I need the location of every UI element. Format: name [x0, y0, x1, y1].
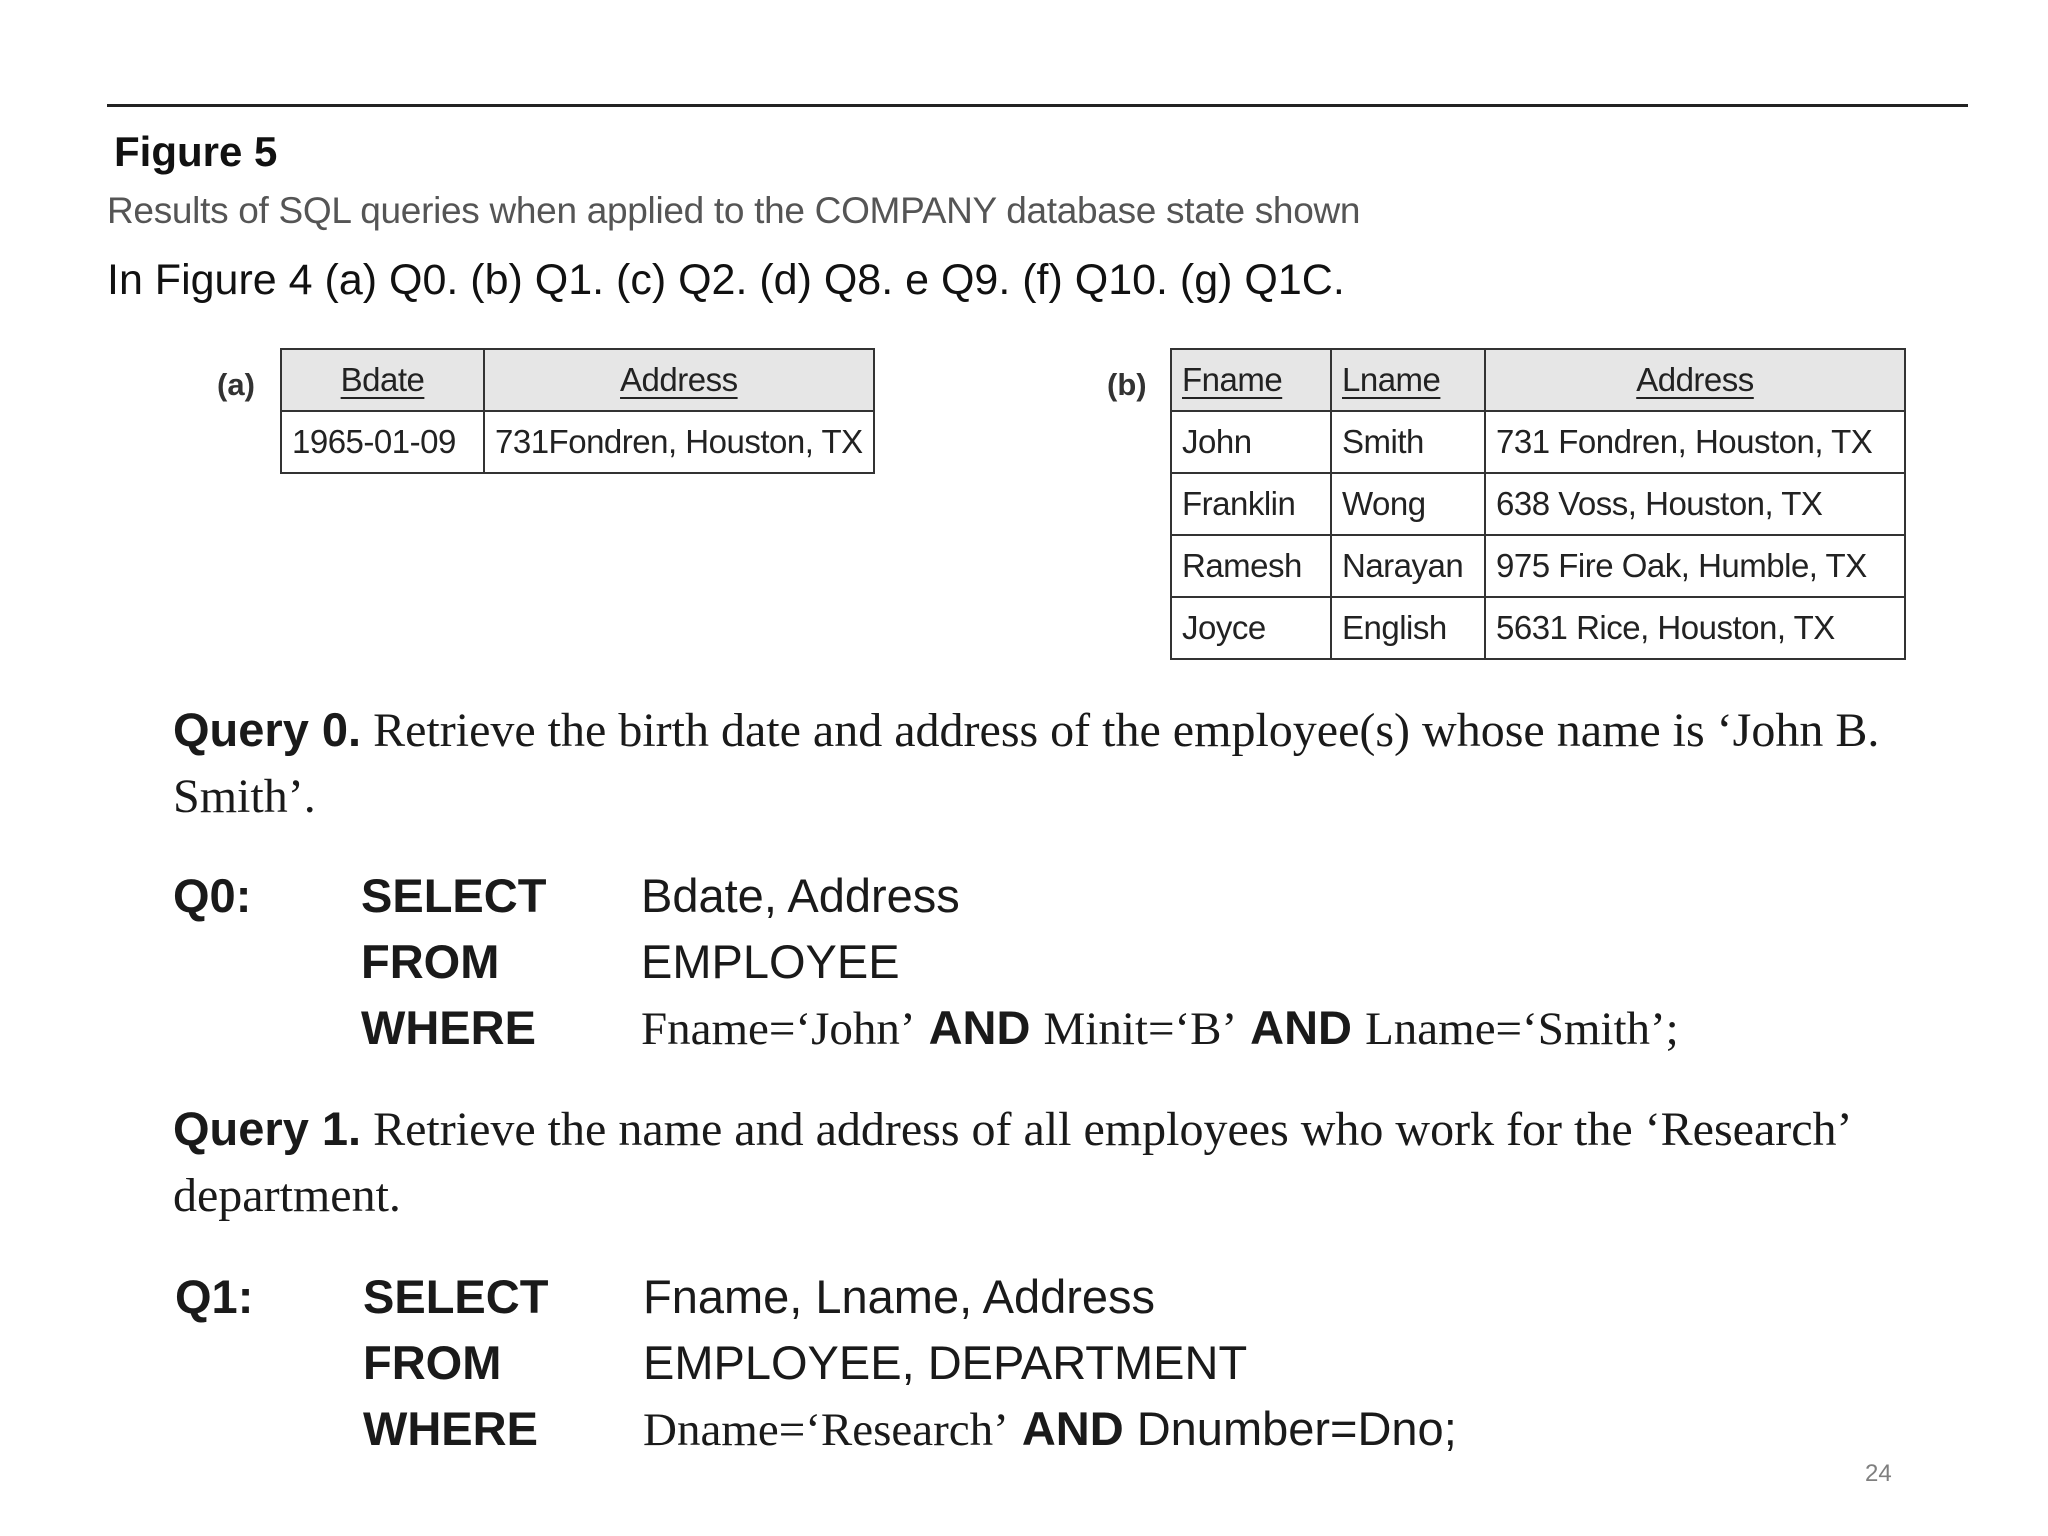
- q1-select-keyword: SELECT: [363, 1270, 549, 1323]
- table-cell: Ramesh: [1171, 535, 1331, 597]
- query1-description-block: [173, 1096, 1903, 1229]
- q1-where-part1: Dname=‘Research’: [643, 1404, 1009, 1456]
- table-cell: Smith: [1331, 411, 1485, 473]
- query1-label: Query 1.: [173, 1102, 362, 1155]
- q1-from-keyword: FROM: [363, 1336, 502, 1389]
- table-cell: 5631 Rice, Houston, TX: [1485, 597, 1905, 659]
- table-a-header: Address: [484, 349, 874, 411]
- table-row: [1171, 411, 1905, 473]
- table-cell: 731Fondren, Houston, TX: [484, 411, 874, 473]
- table-cell: Franklin: [1171, 473, 1331, 535]
- q0-and-keyword: AND: [928, 1001, 1031, 1054]
- q0-from-body: EMPLOYEE: [641, 935, 900, 988]
- table-b-header: Fname: [1171, 349, 1331, 411]
- table-row: [1171, 473, 1905, 535]
- table-cell: 638 Voss, Houston, TX: [1485, 473, 1905, 535]
- q0-where-body: [641, 1000, 1679, 1056]
- q1-where-keyword: WHERE: [363, 1402, 538, 1455]
- table-row: [1171, 597, 1905, 659]
- table-cell: English: [1331, 597, 1485, 659]
- q0-where-part1: Fname=‘John’: [641, 1003, 916, 1055]
- q0-label: Q0:: [173, 869, 252, 922]
- q1-select-body: Fname, Lname, Address: [643, 1270, 1156, 1323]
- query0-label: Query 0.: [173, 703, 362, 756]
- table-cell: John: [1171, 411, 1331, 473]
- table-cell: Joyce: [1171, 597, 1331, 659]
- table-cell: 975 Fire Oak, Humble, TX: [1485, 535, 1905, 597]
- figure-caption: Results of SQL queries when applied to the COMPANY database state shown: [107, 190, 1361, 231]
- table-cell: Wong: [1331, 473, 1485, 535]
- q0-and-keyword: AND: [1250, 1001, 1352, 1054]
- q0-where-keyword: WHERE: [361, 1001, 536, 1054]
- table-b: [1170, 348, 1906, 660]
- q1-where-part2: Dnumber=Dno;: [1136, 1402, 1457, 1455]
- q0-where-part2: Minit=‘B’: [1043, 1003, 1238, 1055]
- table-a-header: Bdate: [281, 349, 484, 411]
- table-row: [281, 411, 874, 473]
- q0-select-keyword: SELECT: [361, 869, 547, 922]
- page-number: 24: [1865, 1460, 1892, 1487]
- query0-description-block: [173, 697, 1903, 830]
- table-b-header: Address: [1485, 349, 1905, 411]
- figure-title: Figure 5: [114, 128, 278, 175]
- q0-select-body: Bdate, Address: [641, 869, 960, 922]
- table-a-header-row: [281, 349, 874, 411]
- top-rule: [107, 104, 1968, 107]
- q1-from-body: EMPLOYEE, DEPARTMENT: [643, 1336, 1248, 1389]
- figure-caption-line2: In Figure 4 (a) Q0. (b) Q1. (c) Q2. (d) Q8. e Q9. (f) Q10. (g) Q1C.: [107, 256, 1345, 304]
- q0-from-keyword: FROM: [361, 935, 500, 988]
- table-a-label: (a): [217, 367, 255, 402]
- q1-where-body: [643, 1401, 1457, 1457]
- table-b-header: Lname: [1331, 349, 1485, 411]
- q1-label: Q1:: [175, 1270, 254, 1323]
- table-cell: 1965-01-09: [281, 411, 484, 473]
- table-b-label: (b): [1107, 367, 1147, 402]
- query0-description: Retrieve the birth date and address of the employee(s) whose name is ‘John B. Smith’.: [173, 704, 1880, 823]
- q1-and-keyword: AND: [1021, 1402, 1124, 1455]
- query1-description: Retrieve the name and address of all employees who work for the ‘Research’ department.: [173, 1103, 1849, 1222]
- q0-where-part3: Lname=‘Smith’;: [1365, 1003, 1679, 1055]
- table-cell: Narayan: [1331, 535, 1485, 597]
- table-b-header-row: [1171, 349, 1905, 411]
- table-cell: 731 Fondren, Houston, TX: [1485, 411, 1905, 473]
- table-row: [1171, 535, 1905, 597]
- table-a: [280, 348, 875, 474]
